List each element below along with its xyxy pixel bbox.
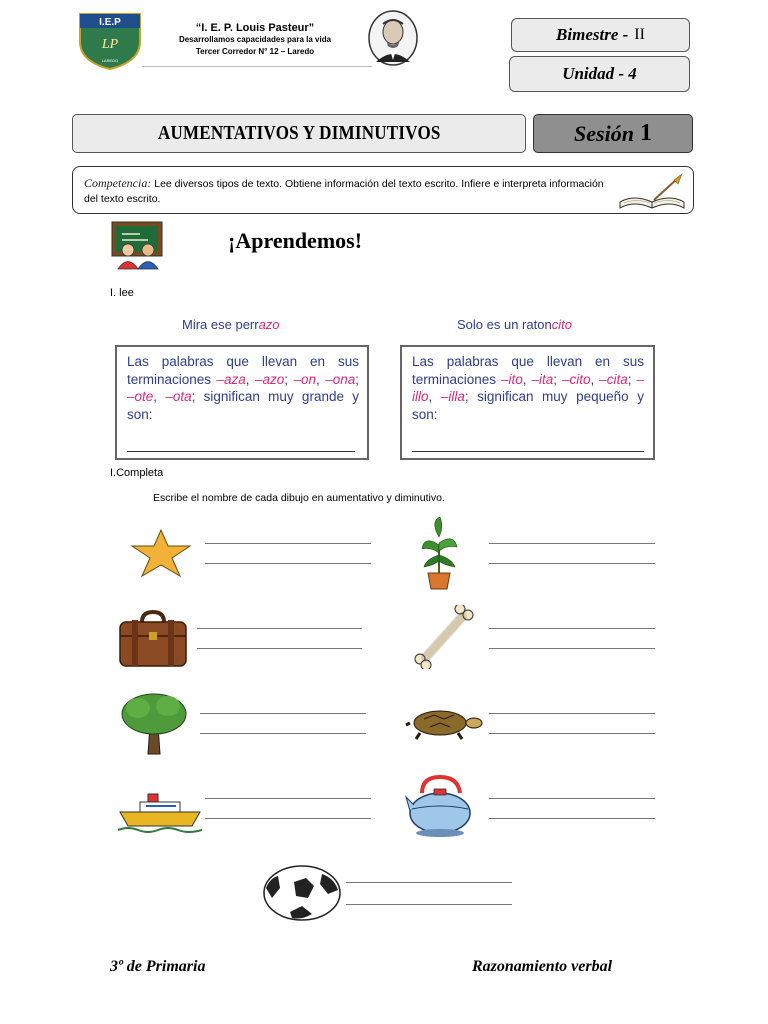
star-icon <box>130 528 192 578</box>
answer-line[interactable] <box>200 713 366 714</box>
suffix: –ota <box>165 389 192 404</box>
suffix: –cita <box>599 371 628 387</box>
crest-text-bottom: LAREDO <box>101 58 119 63</box>
bimestre-label: Bimestre - <box>556 25 629 44</box>
answer-line[interactable] <box>205 543 371 544</box>
rule-text: Las palabras que llevan en sus terminaciones <box>127 354 359 387</box>
rule-text: ; significan muy grande y son: <box>127 389 359 422</box>
punct: , <box>522 371 532 387</box>
rule-text-diminutivo <box>412 353 644 423</box>
answer-line[interactable] <box>205 818 371 819</box>
punct: , <box>153 389 166 404</box>
soccer-ball-icon <box>262 864 342 922</box>
example-aumentativo <box>182 317 280 332</box>
unidad-label: Unidad - 4 <box>562 64 637 83</box>
answer-line[interactable] <box>489 733 655 734</box>
svg-text:LP: LP <box>101 37 119 52</box>
students-blackboard-icon <box>110 220 168 270</box>
answer-line[interactable] <box>489 798 655 799</box>
session-box <box>533 114 693 153</box>
session-label: Sesión <box>574 120 634 146</box>
suffix: –ona <box>325 371 356 387</box>
header-divider <box>142 66 372 67</box>
suffix: –illa <box>440 389 465 404</box>
tree-icon <box>118 690 190 756</box>
kettle-icon <box>404 775 474 839</box>
answer-line[interactable] <box>489 648 655 649</box>
suffix: –ito <box>501 371 523 387</box>
title-box <box>72 114 526 153</box>
crest-text-top: I.E.P <box>99 17 121 28</box>
example-diminutivo-text: Solo es un raton <box>457 317 552 332</box>
footer-subject: Razonamiento verbal <box>472 958 613 975</box>
suffix: –cito <box>561 371 591 387</box>
answer-line[interactable] <box>489 563 655 564</box>
answer-line[interactable] <box>489 713 655 714</box>
punct: , <box>428 389 441 404</box>
answer-line[interactable] <box>489 628 655 629</box>
suffix: –on <box>293 371 316 387</box>
punct: , <box>245 371 255 387</box>
section1-label: I. lee <box>110 287 134 299</box>
session-number: 1 <box>639 120 652 146</box>
rule-text-aumentativo <box>127 353 359 423</box>
suffix: –azo <box>254 371 285 387</box>
answer-line[interactable] <box>200 733 366 734</box>
turtle-icon <box>404 705 484 741</box>
punct: , <box>315 371 326 387</box>
instruction-text: Escribe el nombre de cada dibujo en aumentativo y diminutivo. <box>153 492 445 504</box>
bone-icon <box>412 605 474 669</box>
answer-line[interactable] <box>346 882 512 883</box>
answer-line[interactable] <box>489 543 655 544</box>
suitcase-icon <box>118 610 188 668</box>
suffix: –illo <box>412 371 644 404</box>
page-title: AUMENTATIVOS Y DIMINUTIVOS <box>157 122 441 144</box>
rule-text: ; significan muy pequeño y son: <box>412 389 644 422</box>
punct: ; <box>355 371 359 387</box>
aprendemos-heading: ¡Aprendemos! <box>228 228 363 253</box>
unidad-box <box>509 56 690 92</box>
bimestre-box <box>511 18 690 52</box>
rule-text: Las palabras que llevan en sus terminaciones <box>412 354 644 387</box>
competencia-body: Lee diversos tipos de texto. Obtiene información del texto escrito. Infiere e interpreta información del texto escrito. <box>84 178 604 205</box>
louis-pasteur-portrait <box>368 10 418 66</box>
potted-plant-icon <box>418 515 460 591</box>
suffix: –ita <box>531 371 554 387</box>
answer-line[interactable] <box>489 818 655 819</box>
school-info <box>150 22 360 58</box>
punct: ; <box>553 371 562 387</box>
school-motto: Desarrollamos capacidades para la vida <box>178 35 332 44</box>
example-aumentativo-text: Mira ese perr <box>182 317 259 332</box>
example-aumentativo-suffix: azo <box>258 317 280 332</box>
example-diminutivo-suffix: cito <box>551 317 572 332</box>
punct: ; <box>284 371 294 387</box>
answer-line[interactable] <box>346 904 512 905</box>
suffix: –ote <box>127 389 154 404</box>
answer-line[interactable] <box>205 798 371 799</box>
open-book-quill-icon <box>616 172 688 212</box>
boat-icon <box>118 790 202 834</box>
school-address: Tercer Corredor N° 12 – Laredo <box>195 47 315 56</box>
example-diminutivo <box>457 317 572 332</box>
competencia-label: Competencia: <box>84 176 152 190</box>
punct: , <box>590 371 600 387</box>
suffix: –aza <box>216 371 246 387</box>
school-name: “I. E. P. Louis Pasteur” <box>195 22 315 34</box>
school-crest-icon <box>78 12 142 70</box>
section2-label: I.Completa <box>110 467 164 479</box>
punct: ; <box>627 371 637 387</box>
answer-line-aumentativo[interactable] <box>127 451 355 452</box>
answer-line-diminutivo[interactable] <box>412 451 644 452</box>
answer-line[interactable] <box>197 648 362 649</box>
bimestre-value: II <box>634 26 645 43</box>
competencia-text <box>84 176 604 207</box>
answer-line[interactable] <box>205 563 371 564</box>
footer-grade: 3º de Primaria <box>110 958 206 975</box>
answer-line[interactable] <box>197 628 362 629</box>
